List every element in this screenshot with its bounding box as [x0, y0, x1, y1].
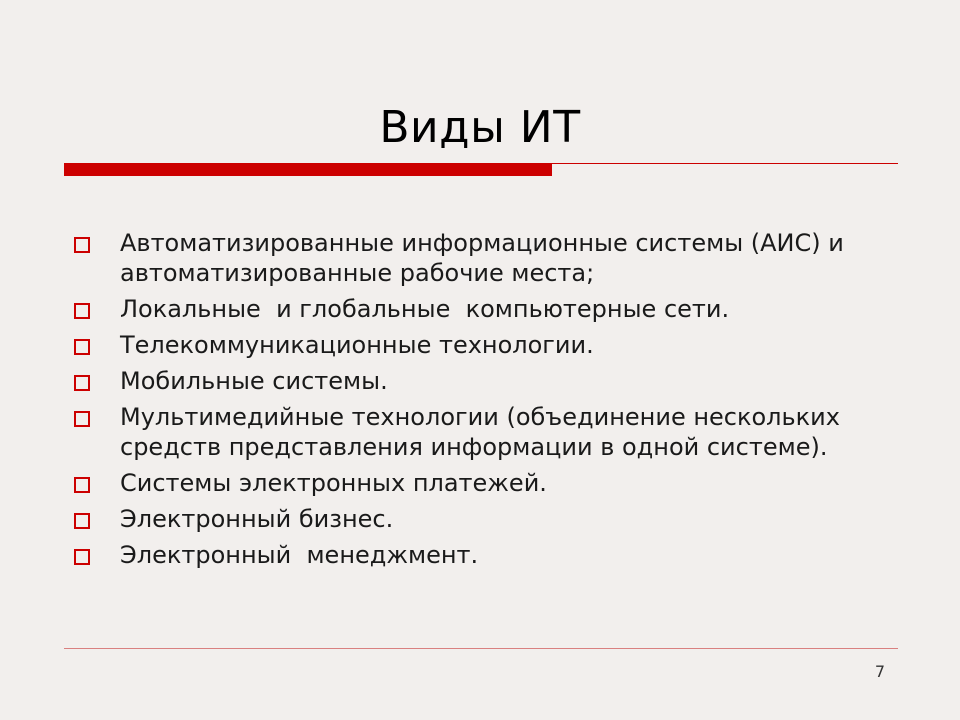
- footer-divider: [64, 648, 898, 649]
- page-number: 7: [874, 662, 886, 681]
- hollow-square-bullet-icon: [74, 549, 90, 565]
- list-item: [74, 366, 874, 396]
- list-item-text: Мультимедийные технологии (объединение нескольких средств представления информации в одной системе).: [120, 403, 840, 461]
- bullet-list: [74, 228, 874, 576]
- hollow-square-bullet-icon: [74, 303, 90, 319]
- list-item: [74, 402, 874, 462]
- list-item: [74, 228, 874, 288]
- list-item: [74, 294, 874, 324]
- list-item-text: Мобильные системы.: [120, 367, 388, 395]
- list-item-text: Электронный бизнес.: [120, 505, 394, 533]
- list-item-text: Автоматизированные информационные системы (АИС) и автоматизированные рабочие места;: [120, 229, 844, 287]
- list-item: [74, 504, 874, 534]
- hollow-square-bullet-icon: [74, 411, 90, 427]
- hollow-square-bullet-icon: [74, 513, 90, 529]
- list-item: [74, 330, 874, 360]
- list-item: [74, 468, 874, 498]
- list-item-text: Локальные и глобальные компьютерные сети.: [120, 295, 730, 323]
- list-item-text: Системы электронных платежей.: [120, 469, 547, 497]
- list-item-text: Телекоммуникационные технологии.: [120, 331, 594, 359]
- hollow-square-bullet-icon: [74, 237, 90, 253]
- list-item: [74, 540, 874, 570]
- title-divider-thick: [64, 164, 552, 176]
- hollow-square-bullet-icon: [74, 375, 90, 391]
- hollow-square-bullet-icon: [74, 477, 90, 493]
- list-item-text: Электронный менеджмент.: [120, 541, 479, 569]
- hollow-square-bullet-icon: [74, 339, 90, 355]
- slide-title: Виды ИТ: [379, 102, 581, 153]
